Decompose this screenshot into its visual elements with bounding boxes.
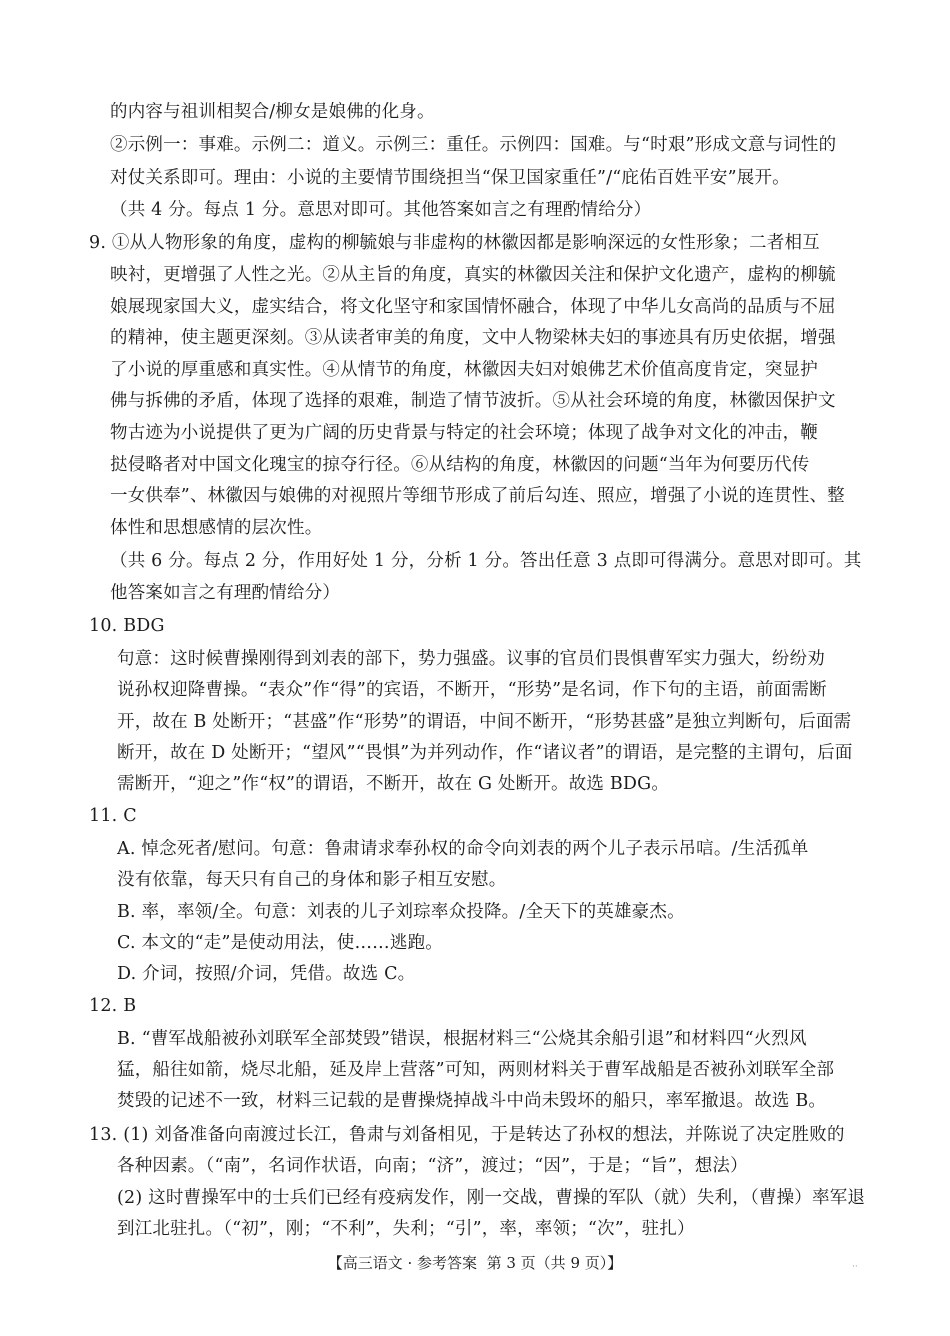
text-line: 体性和思想感情的层次性。 (110, 518, 323, 538)
footer-bracket-right: 】 (607, 1254, 623, 1272)
footer-subject: 高三语文 · 参考答案 (342, 1254, 478, 1272)
question-9-line: 9. ①从人物形象的角度，虚构的柳毓娘与非虚构的林徽因都是影响深远的女性形象；二者相互 (89, 233, 820, 253)
question-11-heading: 11. C (89, 806, 137, 826)
text-line: 焚毁的记述不一致，材料三记载的是曹操烧掉战斗中尚未毁坏的船只，率军撤退。故选 B。 (117, 1091, 827, 1111)
text-line: 物古迹为小说提供了更为广阔的历史背景与特定的社会环境；体现了战争对文化的冲击，鞭 (110, 423, 818, 443)
footer-page-info: 第 3 页（共 9 页） (486, 1254, 608, 1272)
text-line: 娘展现家国大义，虚实结合，将文化坚守和家国情怀融合，体现了中华儿女高尚的品质与不屈 (110, 297, 836, 317)
text-line: （共 6 分。每点 2 分，作用好处 1 分，分析 1 分。答出任意 3 点即可得满分。意思对即可。其 (110, 551, 862, 571)
text-line: 对仗关系即可。理由：小说的主要情节围绕担当“保卫国家重任”/“庇佑百姓平安”展开。 (110, 168, 790, 188)
page-footer (0, 1251, 950, 1275)
text-line: 没有依靠，每天只有自己的身体和影子相互安慰。 (117, 870, 507, 890)
text-line: ②示例一：事难。示例二：道义。示例三：重任。示例四：国难。与“时艰”形成文意与词性的 (110, 135, 837, 155)
question-13-line: 13. (1) 刘备准备向南渡过长江，鲁肃与刘备相见，于是转达了孙权的想法，并陈说了决定胜败的 (89, 1125, 845, 1145)
text-line: B. 率，率领/全。句意：刘表的儿子刘琮率众投降。/全天下的英雄豪杰。 (117, 902, 685, 922)
text-line: 猛，船往如箭，烧尽北船，延及岸上营落”可知，两则材料关于曹军战船是否被孙刘联军全部 (117, 1060, 835, 1080)
footer-spacer (477, 1254, 487, 1272)
text-line: 映衬，更增强了人性之光。②从主旨的角度，真实的林徽因关注和保护文化遗产，虚构的柳毓 (110, 265, 836, 285)
text-line: 佛与拆佛的矛盾，体现了选择的艰难，制造了情节波折。⑤从社会环境的角度，林徽因保护文 (110, 391, 836, 411)
text-line: 他答案如言之有理酌情给分） (110, 583, 341, 603)
question-12-heading: 12. B (89, 996, 137, 1016)
text-line: 了小说的厚重感和真实性。④从情节的角度，林徽因夫妇对娘佛艺术价值高度肯定，突显护 (110, 360, 818, 380)
text-line: B. “曹军战船被孙刘联军全部焚毁”错误，根据材料三“公烧其余船引退”和材料四“火烈风 (117, 1029, 807, 1049)
text-line: 说孙权迎降曹操。“表众”作“得”的宾语，不断开，“形势”是名词，作下句的主语，前面需断 (117, 680, 827, 700)
text-line: 的内容与祖训相契合/柳女是娘佛的化身。 (110, 102, 435, 122)
text-line: 句意：这时候曹操刚得到刘表的部下，势力强盛。议事的官员们畏惧曹军实力强大，纷纷劝 (117, 649, 825, 669)
text-line: 需断开，“迎之”作“权”的谓语，不断开，故在 G 处断开。故选 BDG。 (117, 774, 670, 794)
text-line: 到江北驻扎。（“初”，刚；“不利”，失利；“引”，率，率领；“次”，驻扎） (117, 1219, 695, 1239)
text-line: A. 悼念死者/慰问。句意：鲁肃请求奉孙权的命令向刘表的两个儿子表示吊唁。/生活孤单 (117, 839, 809, 859)
text-line: (2) 这时曹操军中的士兵们已经有疫病发作，刚一交战，曹操的军队（就）失利，（曹操）率军退 (117, 1188, 866, 1208)
text-line: 断开，故在 D 处断开；“望风”“畏惧”为并列动作，作“诸议者”的谓语，是完整的主谓句，后面 (117, 743, 853, 763)
scan-mark: ·· (852, 1262, 858, 1272)
footer-bracket-left: 【 (327, 1254, 343, 1272)
text-line: D. 介词，按照/介词，凭借。故选 C。 (117, 964, 416, 984)
text-line: C. 本文的“走”是使动用法，使……逃跑。 (117, 933, 443, 953)
text-line: 各种因素。（“南”，名词作状语，向南；“济”，渡过；“因”，于是；“旨”，想法） (117, 1156, 748, 1176)
text-line: 的精神，使主题更深刻。③从读者审美的角度，文中人物梁林夫妇的事迹具有历史依据，增强 (110, 328, 836, 348)
question-10-heading: 10. BDG (89, 616, 165, 636)
text-line: 开，故在 B 处断开；“甚盛”作“形势”的谓语，中间不断开，“形势甚盛”是独立判断句，后面需 (117, 712, 852, 732)
text-line: 挞侵略者对中国文化瑰宝的掠夺行径。⑥从结构的角度，林徽因的问题“当年为何要历代传 (110, 455, 810, 475)
text-line: （共 4 分。每点 1 分。意思对即可。其他答案如言之有理酌情给分） (110, 200, 652, 220)
text-line: 一女供奉”、林徽因与娘佛的对视照片等细节形成了前后勾连、照应，增强了小说的连贯性、整 (110, 486, 845, 506)
